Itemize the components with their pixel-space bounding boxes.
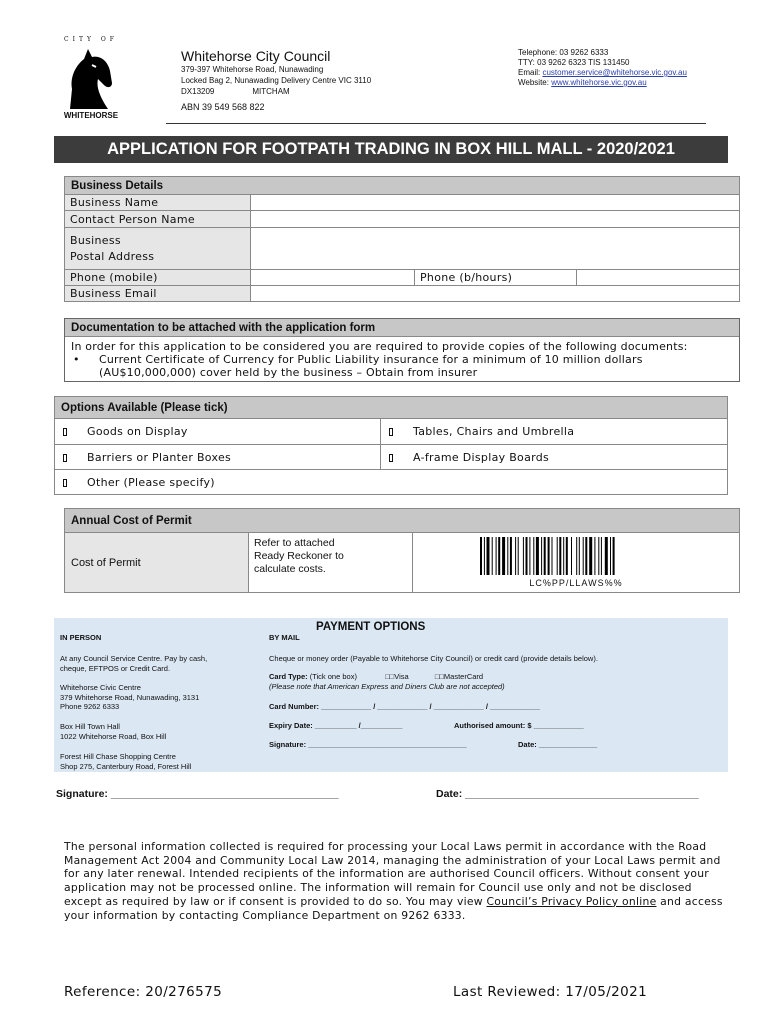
address-line: Locked Bag 2, Nunawading Delivery Centre VIC 3110 [181, 76, 372, 85]
address-line: DX13209 MITCHAM [181, 87, 290, 96]
barcode-bar [548, 537, 550, 575]
option-barriers[interactable]: Barriers or Planter Boxes [55, 445, 381, 470]
barcode-bar [589, 537, 592, 575]
barcode-bar [487, 537, 490, 575]
council-name: Whitehorse City Council [181, 48, 331, 64]
barcode-bar [541, 537, 542, 575]
documentation-intro: In order for this application to be considered you are required to provide copies of the following documents: [71, 340, 688, 353]
address-line: 379-397 Whitehorse Road, Nunawading [181, 65, 324, 74]
signature-field[interactable]: Signature: _______________________________________ [56, 788, 339, 800]
email-link[interactable]: customer.service@whitehorse.vic.gov.au [542, 68, 687, 77]
barcode-bar [526, 537, 528, 575]
privacy-statement: The personal information collected is required for processing your Local Laws permit in accordance with the Road Management Act 2004 and Community Local Law 2014, managing the administration of your Local Laws permit and for any later renewal. Intended recipients of the information are authorised Council officers. Without consent your application may not be processed online. The information will remain for Council use only and not be disclosed except as required by law or if consent is provided to do so. You may view Council’s Privacy Policy online and access your information by contacting Compliance Department on 9262 6333. [64, 840, 723, 922]
barcode-bar [613, 537, 615, 575]
barcode-bar [583, 537, 584, 575]
card-note: (Please note that American Express and Diners Club are not accepted) [269, 682, 505, 691]
reference-number: Reference: 20/276575 [64, 984, 223, 1000]
box-hill-address: Box Hill Town Hall 1022 Whitehorse Road, Box Hill [60, 722, 167, 741]
contact-details [518, 48, 687, 88]
in-person-text: At any Council Service Centre. Pay by cash, cheque, EFTPOS or Credit Card. [60, 654, 208, 673]
options-heading: Options Available (Please tick) [55, 397, 728, 419]
form-title: APPLICATION FOR FOOTPATH TRADING IN BOX HILL MALL - 2020/2021 [54, 136, 728, 163]
barcode-bar [515, 537, 516, 575]
barcode-text: LC%PP/LLAWS%% [529, 578, 623, 588]
cost-heading: Annual Cost of Permit [65, 509, 740, 533]
checkbox-icon[interactable] [389, 428, 393, 436]
options-table [54, 396, 728, 495]
phone-bhours-field[interactable] [577, 270, 740, 286]
checkbox-icon[interactable] [63, 428, 67, 436]
barcode-bar [507, 537, 508, 575]
barcode-bar [594, 537, 595, 575]
card-type-row: Card Type: (Tick one box) □□Visa □□MasterCard [269, 672, 484, 681]
council-logo [62, 36, 120, 118]
barcode-bar [510, 537, 512, 575]
payment-heading: PAYMENT OPTIONS [316, 621, 426, 633]
business-email-label: Business Email [65, 286, 251, 302]
forest-hill-address: Forest Hill Chase Shopping Centre Shop 275, Canterbury Road, Forest Hill [60, 752, 192, 771]
barcode-bar [529, 537, 530, 575]
option-aframe[interactable]: A-frame Display Boards [381, 445, 728, 470]
business-email-field[interactable] [251, 286, 740, 302]
in-person-heading: IN PERSON [60, 633, 102, 642]
postal-address-label: Business Postal Address [65, 228, 251, 270]
payment-date-field[interactable]: Date: ______________ [518, 740, 598, 749]
checkbox-icon[interactable] [63, 454, 67, 462]
business-details-heading: Business Details [65, 177, 740, 195]
phone-bhours-label: Phone (b/hours) [415, 270, 577, 286]
cost-table [64, 508, 740, 593]
barcode-bar [598, 537, 599, 575]
barcode-cell [413, 533, 740, 593]
barcode-bar [610, 537, 611, 575]
website-link[interactable]: www.whitehorse.vic.gov.au [551, 78, 647, 87]
last-reviewed-date: Last Reviewed: 17/05/2021 [453, 984, 648, 1000]
barcode-bar [559, 537, 561, 575]
business-details-table [64, 176, 740, 302]
by-mail-heading: BY MAIL [269, 633, 300, 642]
documentation-bullet: • Current Certificate of Currency for Public Liability insurance for a minimum of 10 million dollars (AU$10,000,000) cover held by the business – Obtain from insurer [73, 353, 643, 379]
expiry-date-field[interactable]: Expiry Date: __________ /__________ [269, 721, 403, 730]
barcode-bar [492, 537, 493, 575]
barcode-bar [557, 537, 558, 575]
email-row: Email: customer.service@whitehorse.vic.gov.au [518, 68, 687, 77]
barcode-bar [605, 537, 608, 575]
barcode-bar [601, 537, 602, 575]
barcode-bar [571, 537, 572, 575]
checkbox-icon[interactable] [63, 479, 67, 487]
barcode-bar [585, 537, 587, 575]
barcode-bar [544, 537, 546, 575]
abn-number: ABN 39 549 568 822 [181, 102, 265, 112]
option-other[interactable]: Other (Please specify) [55, 470, 728, 495]
documentation-section [64, 318, 740, 382]
civic-centre-address: Whitehorse Civic Centre 379 Whitehorse Road, Nunawading, 3131 Phone 9262 6333 [60, 683, 200, 711]
barcode-bar [576, 537, 577, 575]
contact-person-field[interactable] [251, 211, 740, 228]
barcode-bar [480, 537, 482, 575]
barcode [476, 537, 676, 575]
barcode-bar [579, 537, 580, 575]
council-address [181, 64, 371, 97]
barcode-bar [533, 537, 534, 575]
phone-mobile-label: Phone (mobile) [65, 270, 251, 286]
mastercard-checkbox[interactable]: □□MasterCard [434, 672, 484, 681]
telephone: Telephone: 03 9262 6333 [518, 48, 609, 57]
barcode-bar [566, 537, 568, 575]
payment-signature-field[interactable]: Signature: ______________________________________ [269, 740, 467, 749]
card-number-field[interactable]: Card Number: ____________ / ____________ / ____________ / ____________ [269, 702, 541, 711]
logo-top-text: CITY OF [64, 36, 118, 43]
payment-options-box [54, 618, 728, 772]
barcode-bar [518, 537, 519, 575]
option-goods[interactable]: Goods on Display [55, 419, 381, 445]
barcode-bar [498, 537, 500, 575]
authorised-amount-field[interactable]: Authorised amount: $ ____________ [454, 721, 584, 730]
cost-note: Refer to attached Ready Reckoner to calculate costs. [249, 533, 413, 593]
visa-checkbox[interactable]: □□Visa [385, 672, 409, 681]
barcode-bar [536, 537, 539, 575]
date-field[interactable]: Date: ________________________________________ [436, 788, 699, 800]
barcode-bar [496, 537, 497, 575]
horse-head-icon [62, 43, 120, 111]
barcode-bar [563, 537, 564, 575]
documentation-heading: Documentation to be attached with the application form [65, 319, 739, 337]
phone-mobile-field[interactable] [251, 270, 415, 286]
header-divider [166, 123, 706, 124]
barcode-bar [484, 537, 485, 575]
option-tables[interactable]: Tables, Chairs and Umbrella [381, 419, 728, 445]
business-name-label: Business Name [65, 195, 251, 211]
by-mail-text: Cheque or money order (Payable to Whitehorse City Council) or credit card (provide details below). [269, 654, 598, 663]
cost-label: Cost of Permit [65, 533, 249, 593]
website-row: Website: www.whitehorse.vic.gov.au [518, 78, 647, 87]
tty: TTY: 03 9262 6323 TIS 131450 [518, 58, 630, 67]
business-name-field[interactable] [251, 195, 740, 211]
barcode-bar [523, 537, 524, 575]
checkbox-icon[interactable] [389, 454, 393, 462]
contact-person-label: Contact Person Name [65, 211, 251, 228]
barcode-bar [552, 537, 553, 575]
postal-address-field[interactable] [251, 228, 740, 270]
logo-bottom-text: WHITEHORSE [63, 111, 119, 120]
barcode-bar [502, 537, 505, 575]
privacy-policy-link[interactable]: Council’s Privacy Policy online [486, 894, 657, 908]
